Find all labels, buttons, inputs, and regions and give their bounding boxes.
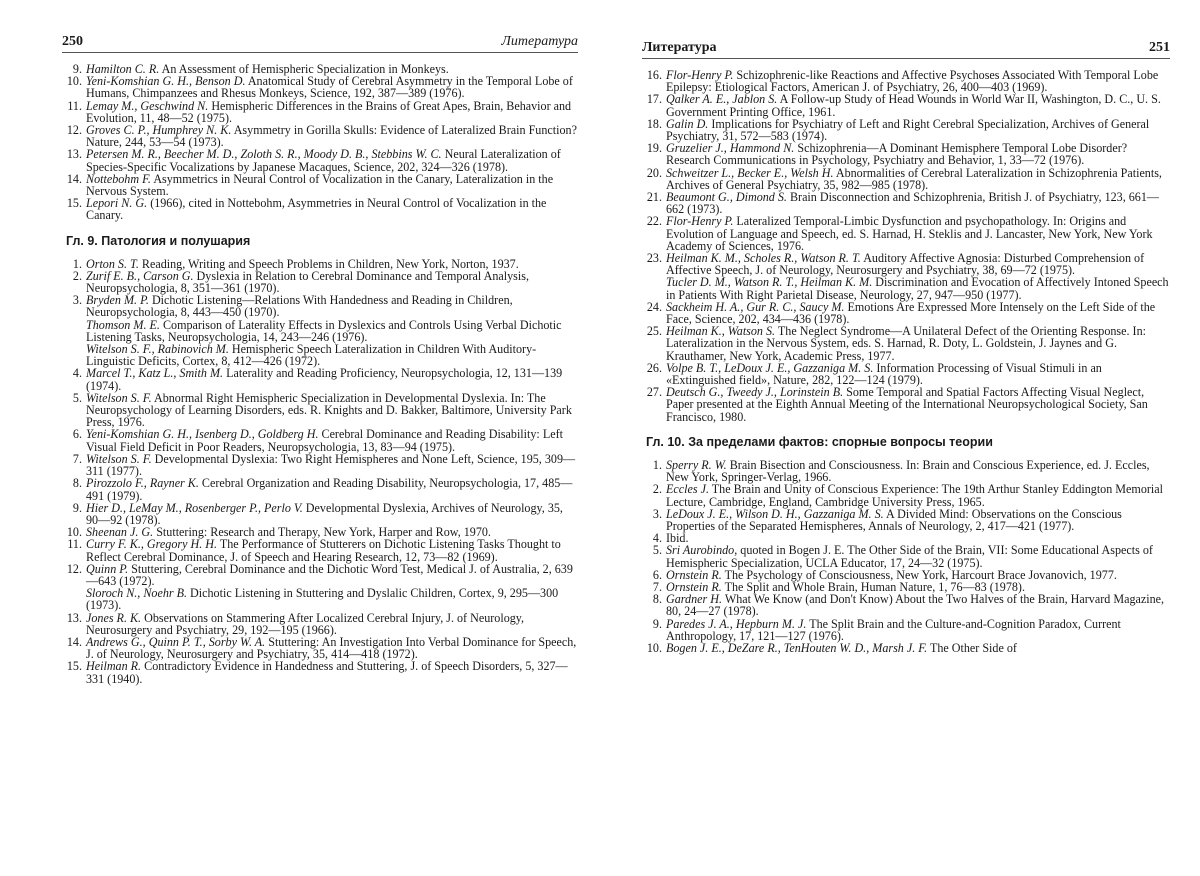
reference-body (666, 118, 1170, 142)
reference-number: 6. (652, 567, 662, 582)
reference-authors: Gruzelier J., Hammond N. (666, 141, 795, 156)
reference-authors: Quinn P. (86, 561, 129, 576)
reference-item (642, 593, 1170, 617)
reference-text: Emotions Are Expressed More Intensely on the Left Side of the Face, Science, 202, 434—436 (1978). (666, 299, 1156, 327)
reference-item (642, 508, 1170, 532)
reference-number: 10. (646, 640, 662, 655)
reference-item (642, 386, 1170, 423)
reference-text: Developmental Dyslexia, Archives of Neurology, 35, 90—92 (1978). (86, 500, 563, 527)
reference-body (666, 191, 1170, 215)
reference-body (86, 270, 578, 294)
reference-authors: Jones R. K. (86, 610, 142, 625)
reference-item (642, 167, 1170, 191)
reference-item (642, 483, 1170, 507)
reference-body (86, 636, 578, 660)
reference-item (642, 544, 1170, 568)
reference-text: Neural Lateralization of Species-Specific Vocalizations by Japanese Macaques, Science, 202, 324—326 (1978). (86, 147, 561, 174)
reference-authors: Lepori N. G. (86, 196, 148, 211)
reference-number: 8. (72, 476, 82, 491)
reference-list (642, 69, 1170, 423)
reference-authors: Nottebohm F. (86, 171, 151, 186)
reference-number: 20. (646, 165, 662, 180)
reference-text: Ibid. (666, 531, 689, 546)
reference-item (62, 173, 578, 197)
reference-text: Dyslexia in Relation to Cerebral Dominance and Temporal Analysis, Neuropsychologia, 8, 351—361 (1970). (86, 268, 529, 296)
reference-number: 10. (66, 74, 82, 89)
reference-text: (1966), cited in Nottebohm, Asymmetries in Neural Control of Vocalization in the Canary. (86, 196, 547, 223)
reference-body (86, 612, 578, 636)
reference-number: 12. (66, 561, 82, 576)
reference-text: Abnormal Right Hemispheric Specialization in Developmental Dyslexia. In: The Neuropsychology of Learning Disorders, eds. R. Knights and D. Bakker, Baltimore, University Park Press, 1976. (86, 390, 572, 430)
reference-item (62, 197, 578, 221)
reference-authors: Curry F. K., Gregory H. H. (86, 537, 218, 552)
reference-item (62, 453, 578, 477)
reference-text: Implications for Psychiatry of Left and Right Cerebral Specialization, Archives of General Psychiatry, 31, 572—583 (1974). (666, 116, 1150, 144)
reference-item (62, 75, 578, 99)
reference-authors: Deutsch G., Tweedy J., Lorinstein B. (666, 385, 844, 400)
reference-text: Anatomical Study of Cerebral Asymmetry in the Temporal Lobe of Humans, Chimpanzees and Rhesus Monkeys, Science, 192, 387—389 (1976). (86, 74, 573, 101)
reference-text: Cerebral Dominance and Reading Disability: Left Visual Field Deficit in Poor Readers, Neuropsychologia, 13, 83—94 (1975). (86, 427, 563, 454)
reference-number: 4. (72, 366, 82, 381)
reference-number: 10. (66, 525, 82, 540)
reference-sub-entry (666, 276, 1170, 300)
reference-authors: Tucler D. M., Watson R. T., Heilman K. M. (666, 275, 873, 290)
reference-item (642, 142, 1170, 166)
reference-text: Cerebral Organization and Reading Disability, Neuropsychologia, 17, 485—491 (1979). (86, 476, 573, 503)
reference-item (62, 502, 578, 526)
reference-text: Some Temporal and Spatial Factors Affecting Visual Neglect, Paper presented at the Eighth Annual Meeting of the International Neuropsychological Society, San Francisco, 1980. (666, 385, 1148, 424)
reference-authors: Witelson S. F. (86, 451, 152, 466)
reference-text: Auditory Affective Agnosia: Disturbed Comprehension of Affective Speech, J. of Neurology, Neurosurgery and Psychiatry, 38, 69—72 (1975). (666, 251, 1145, 278)
reference-text: Dichotic Listening in Stuttering and Dyslalic Children, Cortex, 9, 295—300 (1973). (86, 586, 559, 613)
reference-sub-entry (86, 587, 578, 611)
right-page (600, 0, 1200, 876)
reference-body (86, 453, 578, 477)
reference-number: 16. (646, 68, 662, 82)
reference-item (62, 428, 578, 452)
reference-item (62, 612, 578, 636)
reference-text: The Neglect Syndrome—A Unilateral Defect of the Orienting Response. In: Lateralization in the Nervous System, eds. S. Harnad, R. Doty, L. Goldstein, J. Jaynes and G. Krauthamer, New York, Academic Press, 1977. (666, 324, 1146, 363)
reference-text: The Performance of Stutterers on Dichotic Listening Tasks Thought to Reflect Cerebral Dominance, J. of Speech and Hearing Research, 12, 73—82 (1969). (86, 537, 561, 564)
section-heading: Гл. 10. За пределами фактов: спорные вопросы теории (646, 434, 993, 449)
reference-item (62, 124, 578, 148)
page-number: 251 (1149, 40, 1170, 55)
reference-text: Asymmetrics in Neural Control of Vocalization in the Canary, Lateralization in the Nervous System. (86, 171, 554, 199)
reference-number: 14. (66, 634, 82, 649)
reference-item (642, 93, 1170, 117)
reference-number: 2. (652, 482, 662, 497)
reference-number: 8. (652, 592, 662, 607)
reference-number: 27. (646, 385, 662, 400)
reference-authors: Heilman K. M., Scholes R., Watson R. T. (666, 251, 861, 266)
reference-body (666, 362, 1170, 386)
reference-number: 23. (646, 251, 662, 266)
running-head-title: Литература (642, 40, 717, 55)
reference-text: Abnormalities of Cerebral Lateralization in Schizophrenia Patients, Archives of General Psychiatry, 35, 982—985 (1978). (666, 165, 1162, 192)
reference-authors: Flor-Henry P. (666, 214, 734, 229)
reference-text: Comparison of Laterality Effects in Dyslexics and Controls Using Verbal Dichotic Listening Tasks, Neuropsychologia, 14, 243—246 (1976). (86, 317, 562, 344)
reference-number: 26. (646, 360, 662, 375)
reference-number: 2. (72, 268, 82, 283)
reference-item (642, 618, 1170, 642)
reference-body (666, 544, 1170, 568)
reference-authors: Andrews G., Quinn P. T., Sorby W. A. (86, 634, 266, 649)
reference-number: 4. (652, 531, 662, 546)
reference-body (666, 593, 1170, 617)
reference-authors: Marcel T., Katz L., Smith M. (86, 366, 224, 381)
reference-number: 11. (67, 98, 82, 113)
reference-body (86, 367, 578, 391)
reference-number: 15. (66, 196, 82, 211)
reference-body (86, 502, 578, 526)
reference-authors: Pirozzolo F., Rayner K. (86, 476, 199, 491)
reference-authors: Sloroch N., Noehr B. (86, 586, 188, 601)
reference-body (86, 75, 578, 99)
reference-authors: Groves C. P., Humphrey N. K. (86, 123, 232, 138)
reference-text: Reading, Writing and Speech Problems in Children, New York, Norton, 1937. (141, 256, 519, 271)
reference-text: Lateralized Temporal-Limbic Dysfunction and psychopathology. In: Origins and Evolution of Language and Speech, ed. S. Harnad, H. Steklis and J. Lancaster, New York, New York Academy of Sciences, 1976. (666, 214, 1153, 253)
reference-authors: Gardner H. (666, 592, 722, 607)
reference-item (642, 69, 1170, 93)
reference-authors: Thomson M. E. (86, 317, 160, 332)
reference-item (642, 191, 1170, 215)
reference-body (666, 167, 1170, 191)
reference-text: Dichotic Listening—Relations With Handedness and Reading in Children, Neuropsychologia, 8, 443—450 (1970). (86, 293, 513, 320)
reference-number: 19. (646, 141, 662, 156)
reference-item (62, 148, 578, 172)
reference-body (86, 477, 578, 501)
reference-item (62, 367, 578, 391)
reference-body (666, 142, 1170, 166)
reference-text: Contradictory Evidence in Handedness and Stuttering, J. of Speech Disorders, 5, 327—331 (1940). (86, 659, 568, 686)
reference-text: Stuttering, Cerebral Dominance and the Dichotic Word Test, Medical J. of Australia, 2, 639—643 (1972). (86, 561, 573, 588)
reference-authors: Beaumont G., Dimond S. (666, 190, 787, 205)
reference-item (62, 538, 578, 562)
reference-sub-entry (86, 319, 578, 343)
reference-number: 25. (646, 324, 662, 339)
reference-text: A Follow-up Study of Head Wounds in World War II, Washington, D. C., U. S. Government Printing Office, 1961. (666, 92, 1161, 119)
reference-number: 22. (646, 214, 662, 229)
reference-authors: Sri Aurobindo, (666, 543, 738, 558)
reference-item (62, 294, 578, 367)
reference-body (666, 642, 1170, 654)
reference-text: A Divided Mind: Observations on the Conscious Properties of the Separated Hemispheres, Annals of Neurology, 2, 417—421 (1977). (666, 506, 1122, 533)
reference-text: An Assessment of Hemispheric Specialization in Monkeys. (161, 62, 449, 76)
reference-text: Schizophrenic-like Reactions and Affective Psychoses Associated With Temporal Lobe Epilepsy: Etiological Factors, American J. of Psychiatry, 26, 400—403 (1969). (666, 68, 1159, 95)
section-heading: Гл. 9. Патология и полушария (66, 233, 251, 248)
reference-number: 7. (72, 451, 82, 466)
reference-authors: Yeni-Komshian G. H., Benson D. (86, 74, 246, 89)
reference-number: 5. (652, 543, 662, 558)
reference-authors: Zurif E. B., Carson G. (86, 268, 194, 283)
reference-body (666, 508, 1170, 532)
reference-number: 3. (72, 293, 82, 308)
reference-authors: Flor-Henry P. (666, 68, 734, 82)
reference-number: 17. (646, 92, 662, 107)
reference-list (62, 258, 578, 685)
reference-text: Laterality and Reading Proficiency, Neuropsychologia, 12, 131—139 (1974). (86, 366, 563, 393)
reference-text: What We Know (and Don't Know) About the Two Halves of the Brain, Harvard Magazine, 80, 24—27 (1978). (666, 592, 1165, 619)
reference-authors: Sperry R. W. (666, 457, 727, 472)
reference-number: 9. (652, 616, 662, 631)
reference-authors: Witelson S. F. (86, 390, 152, 405)
reference-list (62, 63, 578, 222)
reference-body (666, 386, 1170, 423)
reference-text: Developmental Dyslexia: Two Right Hemispheres and None Left, Science, 195, 309—311 (1977). (86, 451, 576, 479)
reference-item (62, 563, 578, 612)
reference-text: The Split and Whole Brain, Human Nature, 1, 76—83 (1978). (724, 579, 1025, 594)
reference-text: Asymmetry in Gorilla Skulls: Evidence of Lateralized Brain Function? Nature, 244, 53—54 (1973). (86, 123, 577, 150)
reference-authors: Yeni-Komshian G. H., Isenberg D., Goldberg H. (86, 427, 319, 442)
reference-text: Information Processing of Visual Stimuli in an «Extinguished field», Nature, 282, 122—124 (1979). (666, 360, 1102, 388)
reference-number: 18. (646, 116, 662, 131)
reference-authors: Orton S. T. (86, 256, 139, 271)
reference-body (86, 563, 578, 612)
reference-number: 11. (67, 537, 82, 552)
reference-text: Brain Disconnection and Schizophrenia, British J. of Psychiatry, 123, 661—662 (1973). (666, 190, 1159, 217)
reference-text: Observations on Stammering After Localized Cerebral Injury, J. of Neurology, Neurosurgery and Psychiatry, 29, 192—195 (1966). (86, 610, 525, 637)
reference-item (642, 252, 1170, 301)
reference-number: 24. (646, 299, 662, 314)
reference-item (62, 636, 578, 660)
reference-authors: Petersen M. R., Beecher M. D., Zoloth S. R., Moody D. B., Stebbins W. C. (86, 147, 442, 162)
reference-text: Hemispheric Speech Lateralization in Children With Auditory-Linguistic Deficits, Cortex, 8, 412—426 (1972). (86, 342, 537, 369)
reference-list (642, 459, 1170, 654)
reference-authors: Galin D. (666, 116, 709, 131)
reference-item (642, 301, 1170, 325)
reference-text: Discrimination and Evocation of Affectively Intoned Speech in Patients With Right Parietal Disease, Neurology, 27, 947—950 (1977). (666, 275, 1169, 302)
reference-authors: Bryden M. P. (86, 293, 149, 308)
reference-authors: Hamilton C. R. (86, 62, 160, 76)
reference-authors: Qalker A. E., Jablon S. (666, 92, 778, 107)
reference-item (642, 362, 1170, 386)
reference-number: 9. (72, 62, 82, 76)
reference-text: Hemispheric Differences in the Brains of Great Apes, Brain, Behavior and Evolution, 11, 48—52 (1975). (86, 98, 572, 125)
reference-body (666, 215, 1170, 252)
reference-body (86, 538, 578, 562)
reference-text: The Split Brain and the Culture-and-Cognition Paradox, Current Anthropology, 17, 121—127 (1976). (666, 616, 1121, 643)
reference-authors: Sackheim H. A., Gur R. C., Saucy M. (666, 299, 845, 314)
reference-text: quoted in Bogen J. E. The Other Side of the Brain, VII: Some Educational Aspects of Hemispheric Specialization, UCLA Educator, 17, 24—32 (1975). (666, 543, 1153, 570)
reference-authors: Ornstein R. (666, 567, 722, 582)
reference-body (86, 660, 578, 684)
page-number: 250 (62, 34, 83, 49)
reference-text: The Psychology of Consciousness, New York, Harcourt Brace Jovanovich, 1977. (724, 567, 1117, 582)
reference-authors: Sheenan J. G. (86, 525, 154, 540)
reference-body (86, 428, 578, 452)
reference-number: 1. (652, 457, 662, 472)
reference-body (666, 483, 1170, 507)
reference-item (642, 642, 1170, 654)
reference-authors: Lemay M., Geschwind N. (86, 98, 209, 113)
reference-number: 13. (66, 147, 82, 162)
reference-authors: LeDoux J. E., Wilson D. H., Gazzaniga M. S. (666, 506, 884, 521)
reference-authors: Bogen J. E., DeZare R., TenHouten W. D., Marsh J. F. (666, 640, 928, 655)
reference-text: The Brain and Unity of Conscious Experience: The 19th Arthur Stanley Eddington Memorial Lecture, Cambridge, England, Cambridge University Press, 1965. (666, 482, 1163, 509)
reference-authors: Heilman K., Watson S. (666, 324, 776, 339)
reference-text: Brain Bisection and Consciousness. In: Brain and Conscious Experience, ed. J. Eccles, New York, Springer-Verlag, 1966. (666, 457, 1150, 485)
reference-item (642, 118, 1170, 142)
reference-number: 9. (72, 500, 82, 515)
reference-body (666, 69, 1170, 93)
reference-authors: Witelson S. F., Rabinovich M. (86, 342, 229, 357)
reference-item (62, 392, 578, 429)
reference-number: 13. (66, 610, 82, 625)
reference-authors: Ornstein R. (666, 579, 722, 594)
reference-body (86, 392, 578, 429)
reference-sub-entry (86, 343, 578, 367)
reference-authors: Hier D., LeMay M., Rosenberger P., Perlo V. (86, 500, 303, 515)
reference-number: 14. (66, 171, 82, 186)
reference-number: 5. (72, 390, 82, 405)
reference-authors: Heilman R. (86, 659, 142, 674)
reference-authors: Volpe B. T., LeDoux J. E., Gazzaniga M. S. (666, 360, 874, 375)
right-running-head (642, 40, 1170, 59)
reference-number: 6. (72, 427, 82, 442)
reference-item (62, 100, 578, 124)
reference-text: Stuttering: Research and Therapy, New York, Harper and Row, 1970. (156, 525, 491, 540)
reference-authors: Eccles J. (666, 482, 709, 497)
reference-text: The Other Side of (929, 640, 1017, 655)
reference-body (666, 325, 1170, 362)
reference-body (86, 148, 578, 172)
reference-body (86, 100, 578, 124)
reference-number: 7. (652, 579, 662, 594)
reference-number: 15. (66, 659, 82, 674)
running-head-title: Литература (501, 34, 578, 49)
reference-authors: Schweitzer L., Becker E., Welsh H. (666, 165, 834, 180)
reference-text: Schizophrenia—A Dominant Hemisphere Temporal Lobe Disorder? Research Communications in Psychology, Psychiatry and Behavior, 1, 33—72 (1976). (666, 141, 1128, 168)
reference-item (62, 660, 578, 684)
reference-authors: Paredes J. A., Hepburn M. J. (666, 616, 807, 631)
reference-text: Stuttering: An Investigation Into Verbal Dominance for Speech, J. of Neurology, Neurosurgery and Psychiatry, 35, 414—418 (1972). (86, 634, 577, 662)
reference-body (666, 93, 1170, 117)
reference-number: 1. (72, 256, 82, 271)
reference-item (642, 325, 1170, 362)
reference-number: 3. (652, 506, 662, 521)
reference-number: 12. (66, 123, 82, 138)
reference-body (666, 301, 1170, 325)
reference-body (86, 124, 578, 148)
reference-item (642, 459, 1170, 483)
reference-body (86, 173, 578, 197)
reference-body (666, 618, 1170, 642)
reference-body (666, 459, 1170, 483)
left-running-head (62, 34, 578, 53)
reference-body (86, 294, 578, 367)
reference-body (666, 252, 1170, 301)
reference-body (86, 197, 578, 221)
reference-item (642, 215, 1170, 252)
reference-item (62, 270, 578, 294)
reference-item (62, 477, 578, 501)
reference-number: 21. (646, 190, 662, 205)
